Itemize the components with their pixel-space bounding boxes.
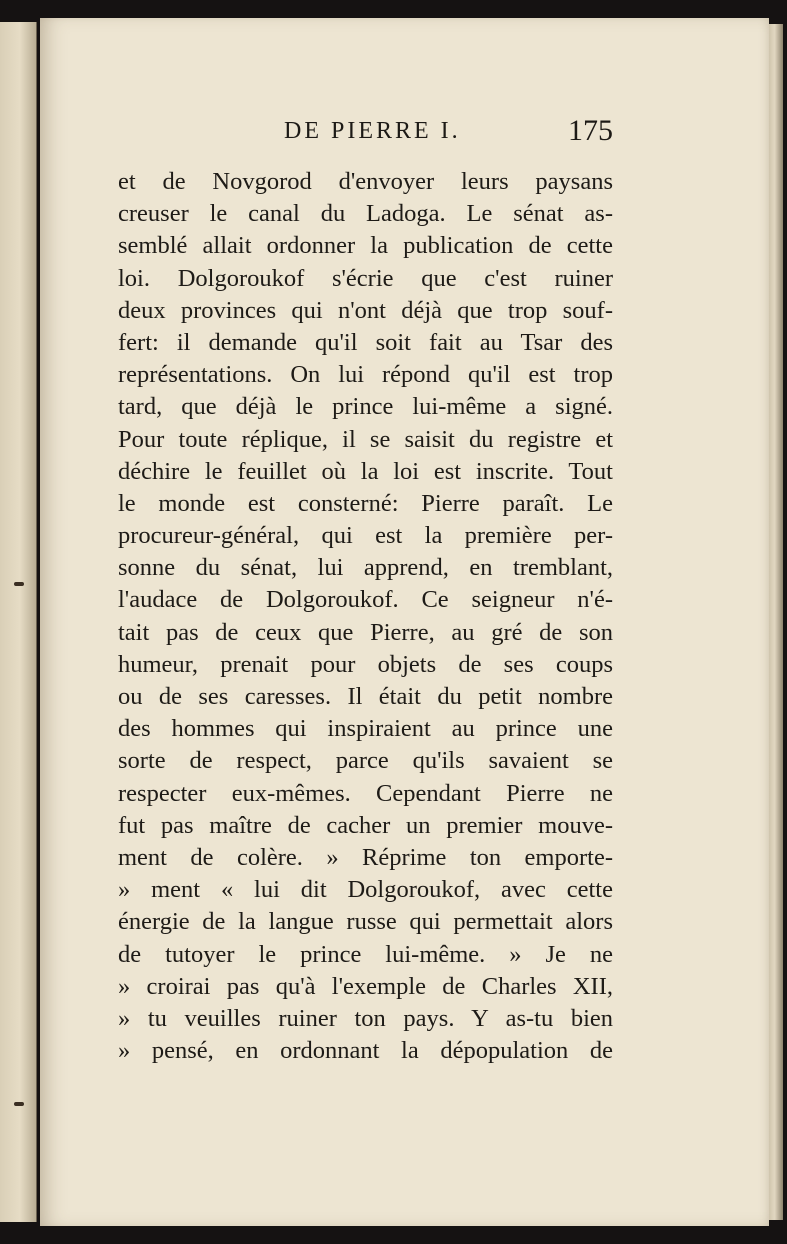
text-line: sorte de respect, parce qu'ils savaient se bbox=[118, 747, 613, 775]
text-line: fert: il demande qu'il soit fait au Tsar des bbox=[118, 328, 613, 356]
text-line: humeur, prenait pour objets de ses coups bbox=[118, 650, 613, 678]
text-line: » pensé, en ordonnant la dépopulation de bbox=[118, 1037, 613, 1065]
text-line: ou de ses caresses. Il était du petit nombre bbox=[118, 683, 613, 710]
binding-thread-mark bbox=[14, 1102, 24, 1106]
running-head-title: DE PIERRE I. bbox=[284, 118, 461, 144]
binding-thread-mark bbox=[14, 582, 24, 586]
text-line: ment de colère. » Réprime ton emporte- bbox=[118, 843, 613, 871]
book-page bbox=[40, 18, 769, 1226]
text-line: creuser le canal du Ladoga. Le sénat as- bbox=[118, 200, 613, 228]
text-line: sonne du sénat, lui apprend, en tremblant, bbox=[118, 554, 613, 582]
text-line: et de Novgorod d'envoyer leurs paysans bbox=[118, 168, 613, 195]
text-line: déchire le feuillet où la loi est inscrite. Tout bbox=[118, 457, 613, 485]
text-line: de tutoyer le prince lui-même. » Je ne bbox=[118, 940, 613, 968]
body-text bbox=[118, 166, 613, 1067]
text-line: tait pas de ceux que Pierre, au gré de son bbox=[118, 618, 613, 646]
text-line: des hommes qui inspiraient au prince une bbox=[118, 715, 613, 743]
text-line: » croirai pas qu'à l'exemple de Charles XII, bbox=[118, 972, 613, 1000]
text-line: » tu veuilles ruiner ton pays. Y as-tu bien bbox=[118, 1004, 613, 1032]
running-head bbox=[40, 110, 769, 154]
text-line: respecter eux-mêmes. Cependant Pierre ne bbox=[118, 779, 613, 807]
previous-page-edge bbox=[0, 22, 37, 1222]
text-line: tard, que déjà le prince lui-même a signé. bbox=[118, 393, 613, 421]
text-line: représentations. On lui répond qu'il est trop bbox=[118, 361, 613, 389]
text-line: l'audace de Dolgoroukof. Ce seigneur n'é- bbox=[118, 586, 613, 614]
text-line: énergie de la langue russe qui permettait alors bbox=[118, 908, 613, 936]
page-stack-edge bbox=[769, 24, 783, 1220]
text-line: deux provinces qui n'ont déjà que trop souf- bbox=[118, 296, 613, 324]
text-line: Pour toute réplique, il se saisit du registre et bbox=[118, 425, 613, 453]
text-line: loi. Dolgoroukof s'écrie que c'est ruiner bbox=[118, 264, 613, 292]
text-line: fut pas maître de cacher un premier mouve- bbox=[118, 811, 613, 839]
text-line: » ment « lui dit Dolgoroukof, avec cette bbox=[118, 876, 613, 904]
text-line: procureur-général, qui est la première per- bbox=[118, 522, 613, 550]
page-number: 175 bbox=[568, 114, 613, 147]
text-line: semblé allait ordonner la publication de cette bbox=[118, 232, 613, 260]
text-line: le monde est consterné: Pierre paraît. Le bbox=[118, 489, 613, 517]
